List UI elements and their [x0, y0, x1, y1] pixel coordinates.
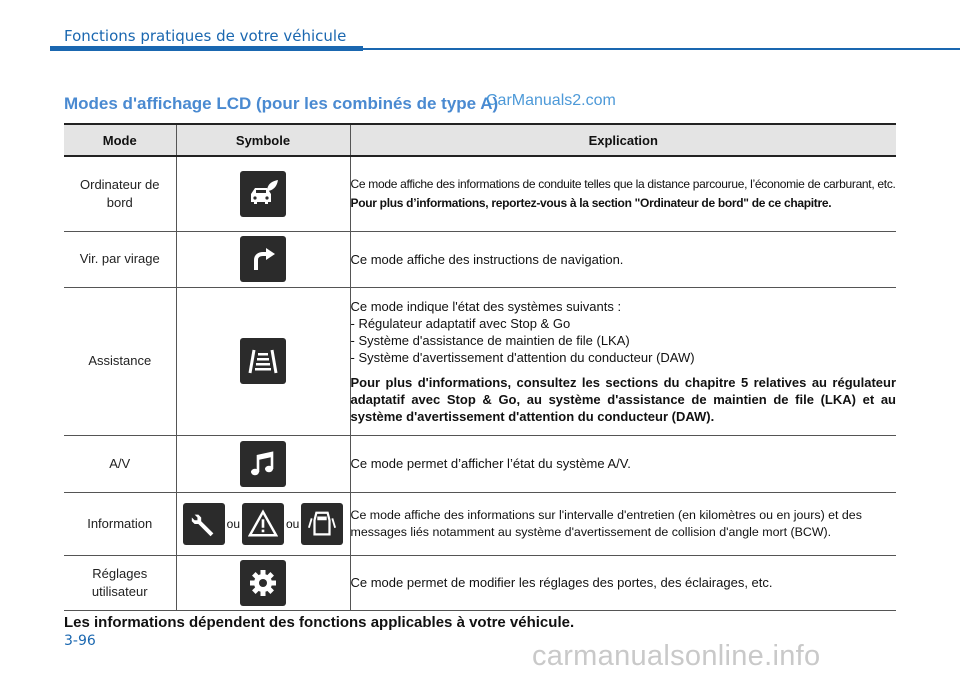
mode-cell: Vir. par virage — [64, 231, 176, 287]
footnote: Les informations dépendent des fonctions applicables à votre véhicule. — [64, 614, 575, 631]
symbol-cell — [176, 555, 350, 610]
symbol-cell — [176, 492, 350, 555]
header-rule-thin — [363, 48, 960, 50]
explication-cell: Ce mode affiche des instructions de navigation. — [350, 231, 896, 287]
table-row — [64, 231, 896, 287]
symbol-cell — [176, 287, 350, 435]
explication-reference: Pour plus d'informations, consultez les sections du chapitre 5 relatives au régulateur adaptatif avec Stop & Go, au système d'assistance de maintien de file (LKA) et au système d'avertissement d'attention du conducteur (DAW). — [350, 374, 896, 424]
mode-cell: Information — [64, 492, 176, 555]
explication-reference: Pour plus d’informations, reportez-vous à la section "Ordinateur de bord" de ce chapitre. — [350, 195, 832, 210]
trip-computer-icon — [240, 171, 286, 217]
mode-cell: Assistance — [64, 287, 176, 435]
gear-icon — [240, 560, 286, 606]
lcd-modes-table — [64, 123, 896, 611]
column-header-explication: Explication — [350, 124, 896, 156]
table-row — [64, 555, 896, 610]
explication-text: Ce mode affiche des informations de conduite telles que la distance parcourue, l’économie de carburant, etc. — [350, 176, 896, 191]
watermark-top: CarManuals2.com — [486, 92, 616, 109]
separator-text: ou — [226, 516, 240, 531]
separator-text: ou — [286, 516, 300, 531]
blind-spot-car-icon — [301, 503, 343, 545]
mode-cell: Réglages utilisateur — [64, 555, 176, 610]
table-header-row — [64, 124, 896, 156]
list-item: - Régulateur adaptatif avec Stop & Go — [350, 315, 571, 331]
table-row — [64, 287, 896, 435]
symbol-cell — [176, 435, 350, 492]
watermark-bottom: carmanualsonline.info — [532, 640, 821, 672]
explication-intro: Ce mode indique l'état des systèmes suivants : — [350, 298, 622, 314]
explication-cell — [350, 287, 896, 435]
mode-cell: A/V — [64, 435, 176, 492]
header-rule-thick — [50, 46, 363, 51]
turn-arrow-icon — [240, 236, 286, 282]
section-title: Fonctions pratiques de votre véhicule — [64, 27, 347, 45]
list-item: - Système d'assistance de maintien de file (LKA) — [350, 332, 630, 348]
column-header-symbole: Symbole — [176, 124, 350, 156]
explication-cell: Ce mode affiche des informations sur l'intervalle d'entretien (en kilomètres ou en jours) et des messages liés notamment au système d'avertissement de collision d'angle mort (BCW). — [350, 492, 896, 555]
symbol-cell — [176, 231, 350, 287]
table-row — [64, 156, 896, 231]
list-item: - Système d'avertissement d'attention du conducteur (DAW) — [350, 349, 695, 365]
explication-cell — [350, 156, 896, 231]
table-row — [64, 435, 896, 492]
symbol-cell — [176, 156, 350, 231]
mode-cell: Ordinateur de bord — [64, 156, 176, 231]
page-number: 3-96 — [64, 633, 96, 649]
wrench-icon — [183, 503, 225, 545]
music-note-icon — [240, 441, 286, 487]
page-heading: Modes d'affichage LCD (pour les combinés de type A) — [64, 94, 499, 113]
explication-cell: Ce mode permet d’afficher l’état du système A/V. — [350, 435, 896, 492]
table-row — [64, 492, 896, 555]
column-header-mode: Mode — [64, 124, 176, 156]
warning-triangle-icon — [242, 503, 284, 545]
lane-assist-icon — [240, 338, 286, 384]
explication-cell: Ce mode permet de modifier les réglages des portes, des éclairages, etc. — [350, 555, 896, 610]
